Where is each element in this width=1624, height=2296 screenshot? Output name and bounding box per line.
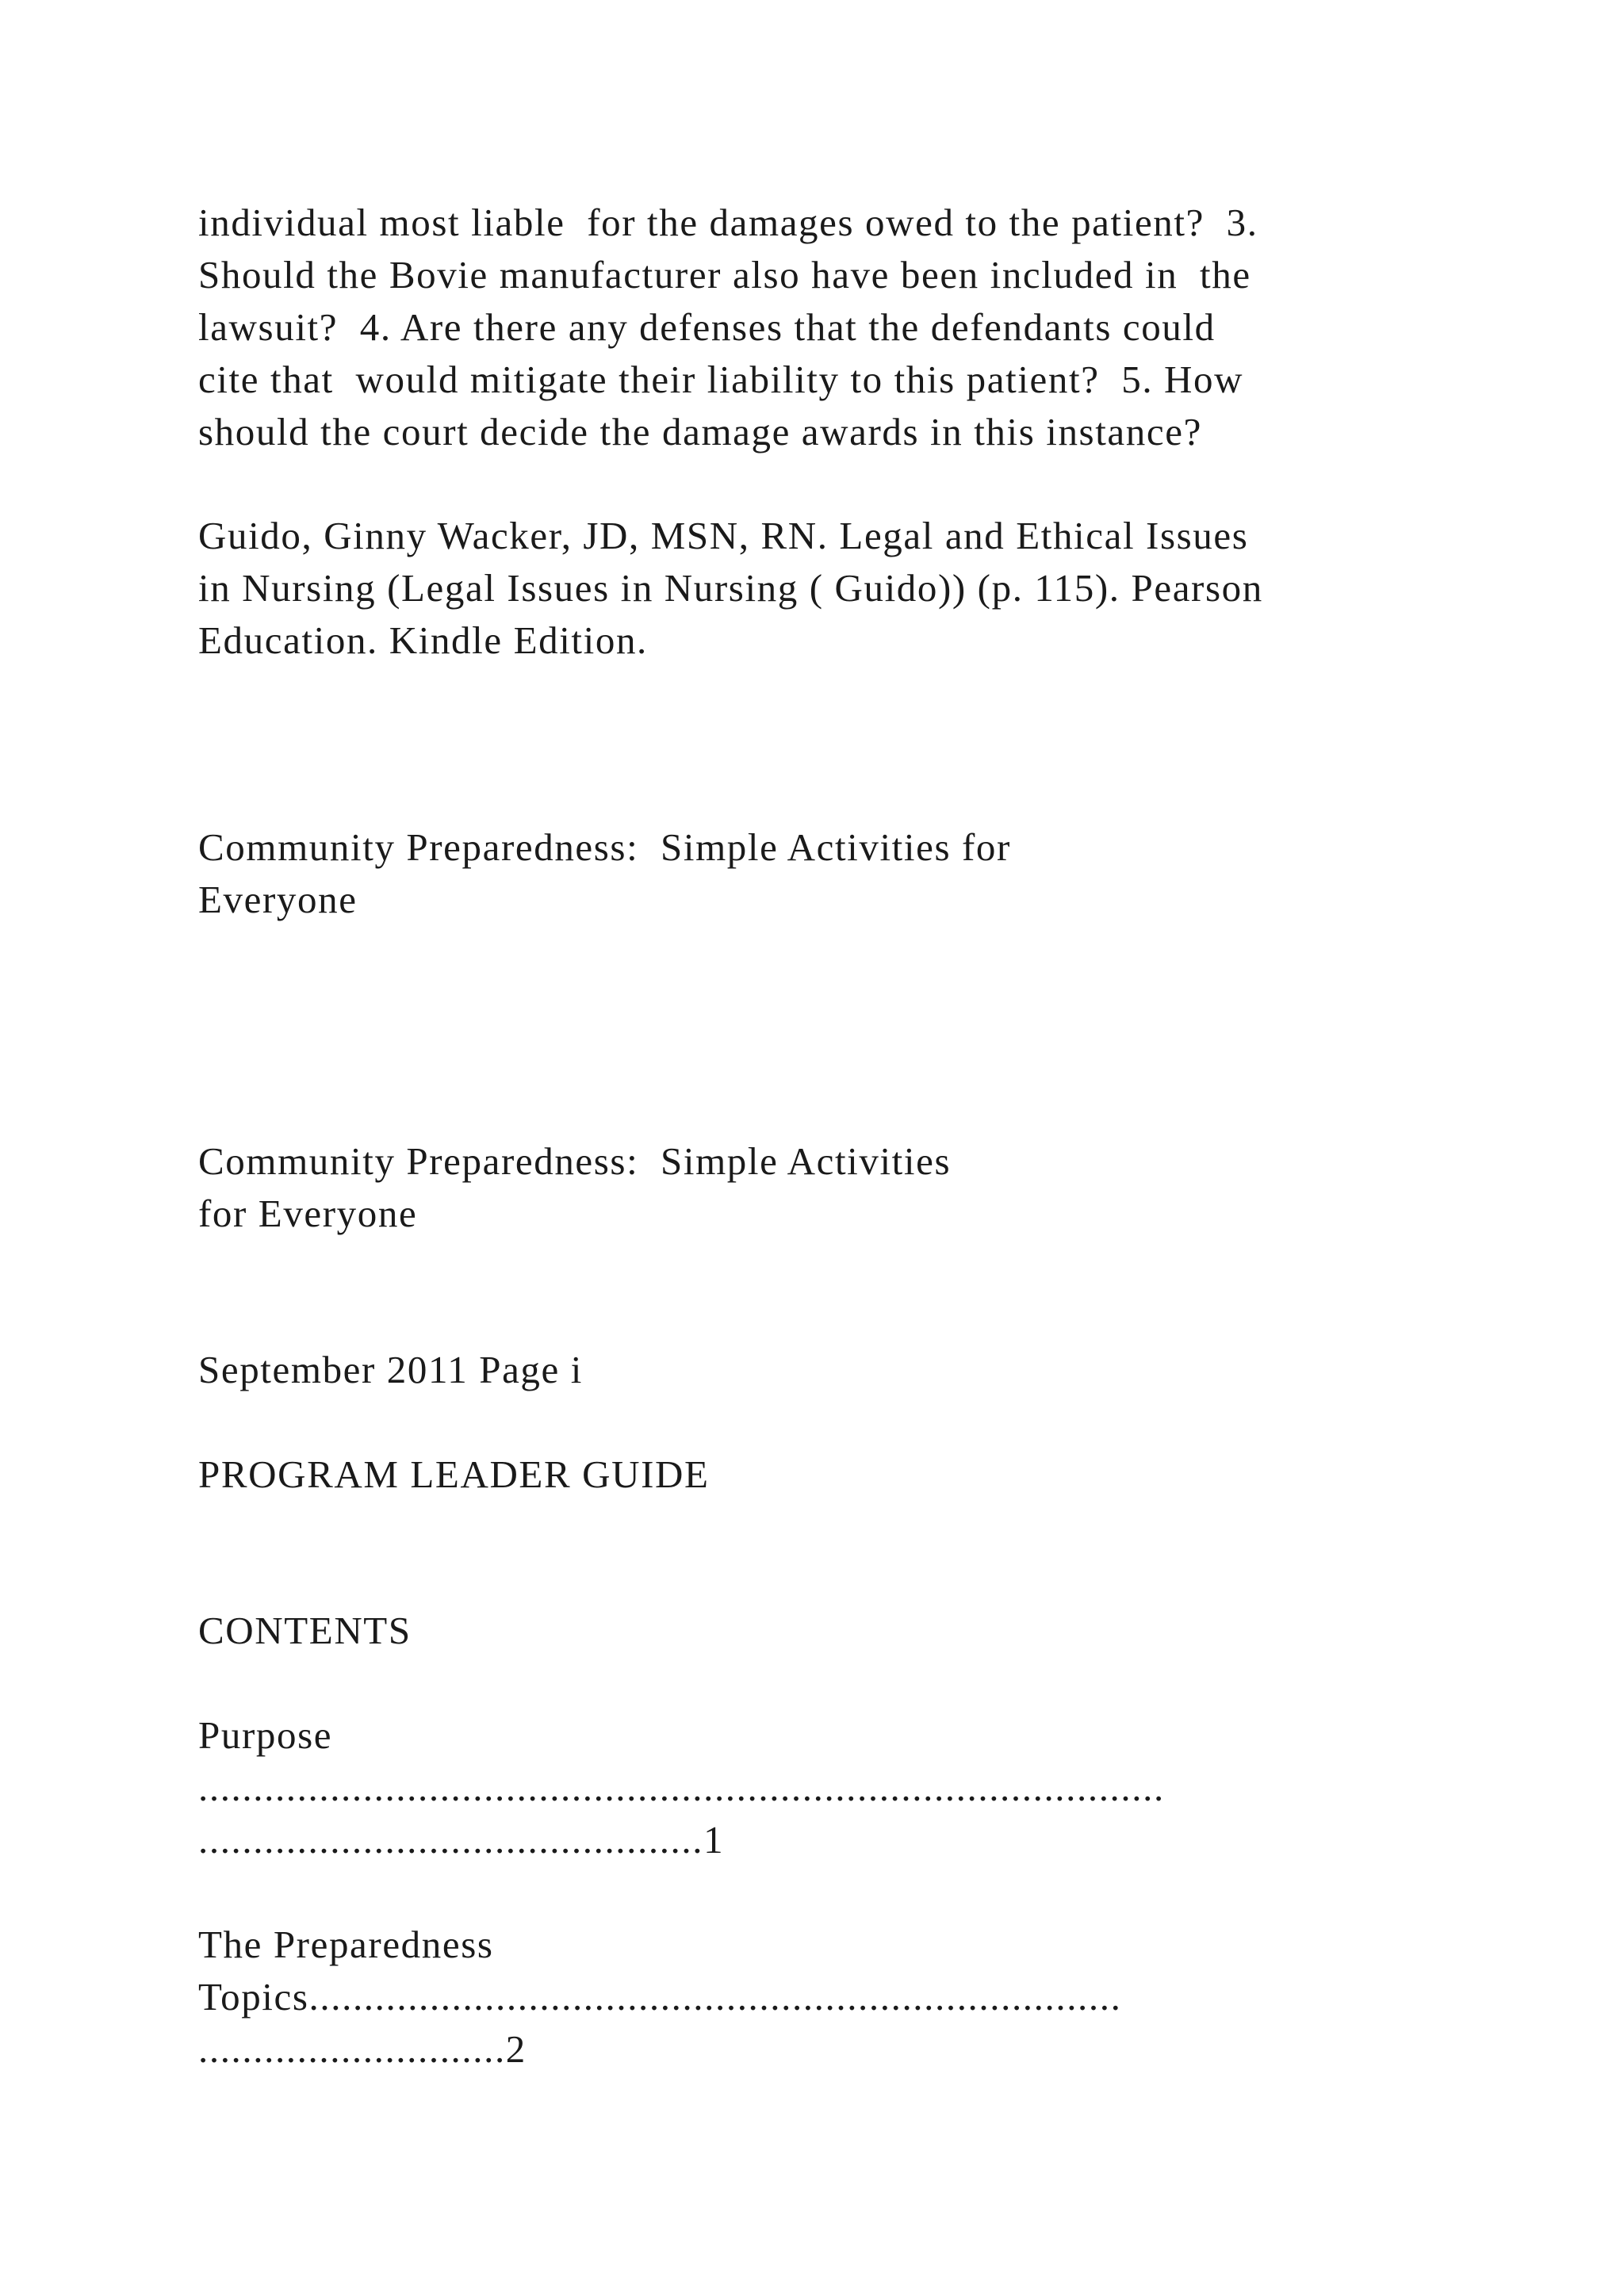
question-line: cite that would mitigate their liability to this patient? 5. How — [198, 358, 1244, 401]
toc-entry-leader: ........................................................................................ — [198, 1766, 1165, 1809]
question-line: should the court decide the damage awards in this instance? — [198, 410, 1202, 453]
toc-entry-title: The Preparedness — [198, 1923, 494, 1966]
toc-entry-title: Purpose — [198, 1713, 333, 1757]
question-line: Should the Bovie manufacturer also have been included in the — [198, 253, 1251, 297]
document-subtitle: Community Preparedness: Simple Activities — [198, 1139, 952, 1183]
citation-line: Education. Kindle Edition. — [198, 618, 648, 662]
date-page-label: September 2011 Page i — [198, 1348, 583, 1391]
toc-entry-leader: Topics.......................................................................... — [198, 1975, 1122, 2019]
citation-line: in Nursing (Legal Issues in Nursing ( Guido)) (p. 115). Pearson — [198, 566, 1263, 610]
citation-line: Guido, Ginny Wacker, JD, MSN, RN. Legal and Ethical Issues — [198, 514, 1249, 557]
guide-heading: PROGRAM LEADER GUIDE — [198, 1452, 710, 1496]
question-line: lawsuit? 4. Are there any defenses that the defendants could — [198, 305, 1216, 349]
document-subtitle: for Everyone — [198, 1192, 418, 1235]
document-title: Everyone — [198, 878, 358, 921]
contents-heading: CONTENTS — [198, 1609, 412, 1652]
question-line: individual most liable for the damages owed to the patient? 3. — [198, 201, 1258, 244]
document-title: Community Preparedness: Simple Activities for — [198, 825, 1011, 869]
toc-entry-page: ..............................................1 — [198, 1818, 725, 1862]
toc-entry-page: ............................2 — [198, 2027, 527, 2071]
